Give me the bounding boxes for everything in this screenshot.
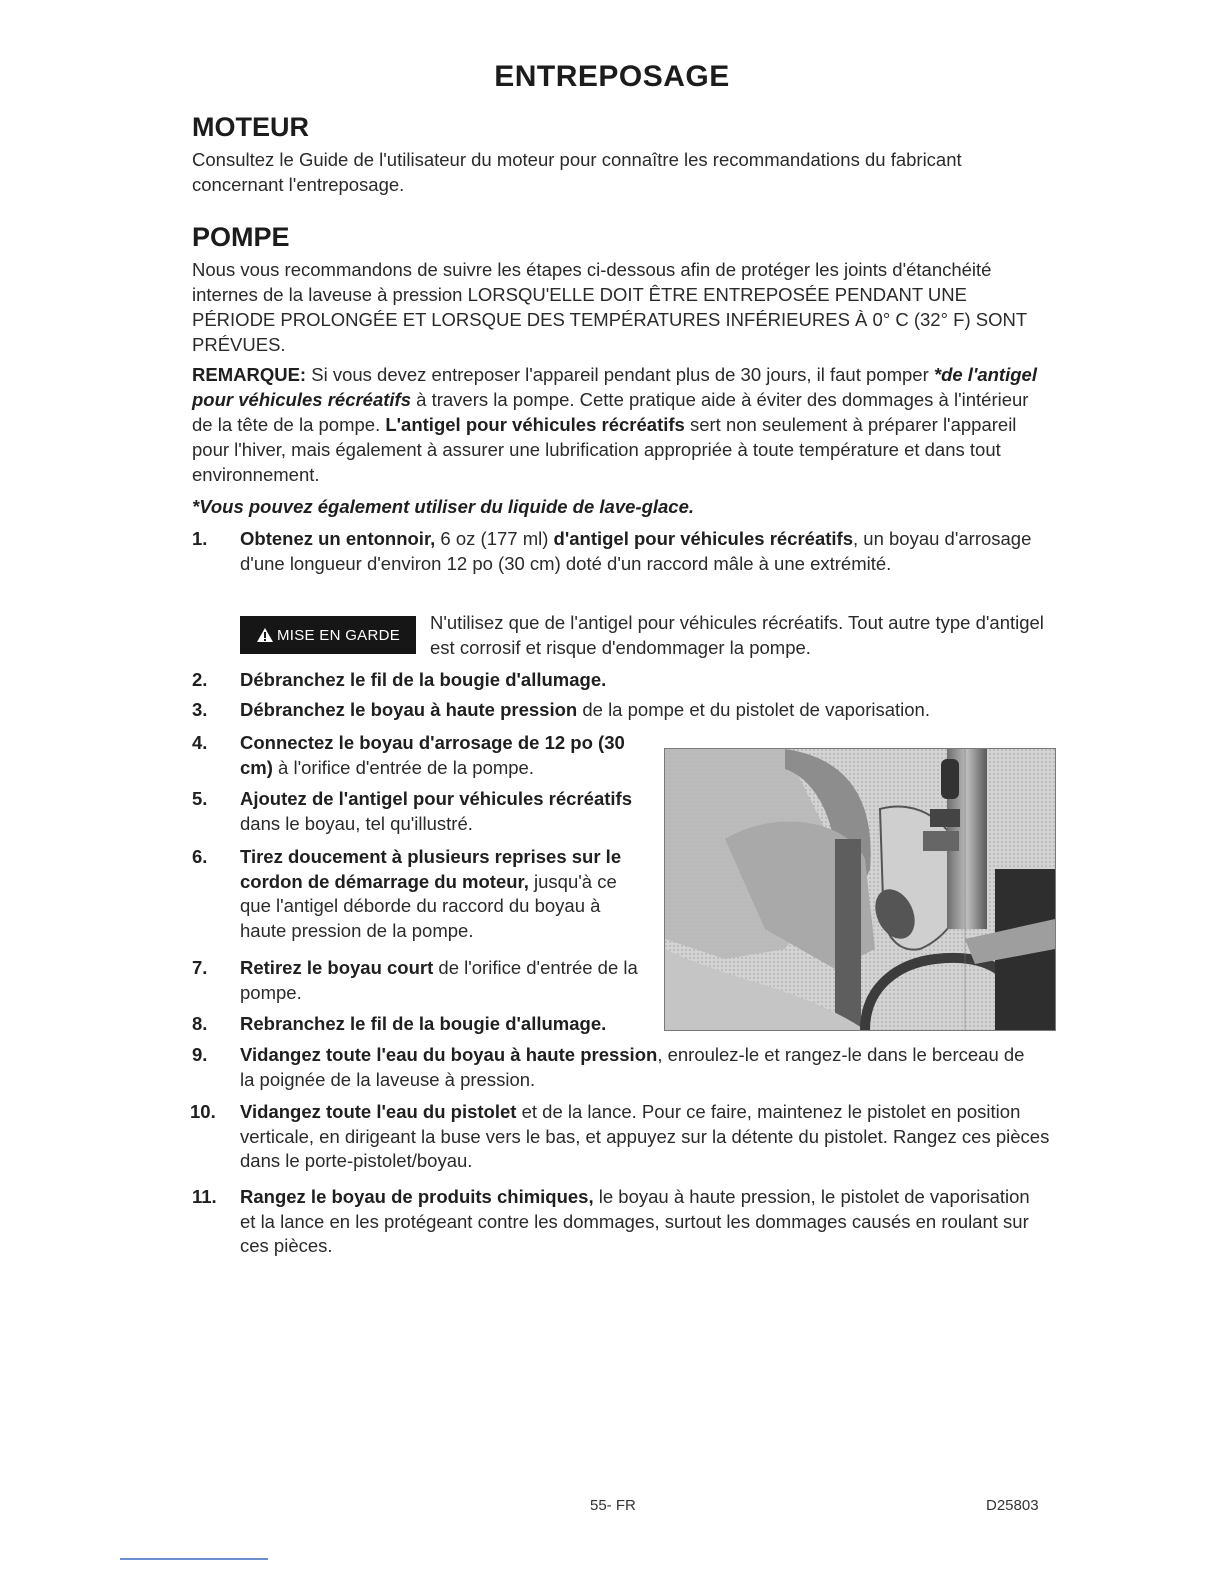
moteur-text: Consultez le Guide de l'utilisateur du moteur pour connaître les recommandations du fabricant concernant l'entreposage. <box>192 149 962 195</box>
step-text: Obtenez un entonnoir, 6 oz (177 ml) d'antigel pour véhicules récréatifs, un boyau d'arrosage d'une longueur d'environ 12 po (30 cm) doté d'un raccord mâle à une extrémité. <box>240 528 1032 574</box>
step-text: Tirez doucement à plusieurs reprises sur le cordon de démarrage du moteur, jusqu'à ce que l'antigel déborde du raccord du boyau à haute pression de la pompe. <box>240 846 622 941</box>
step-10 <box>192 1100 1052 1175</box>
remarque-antigel-bold: L'antigel pour véhicules récréatifs <box>385 414 685 435</box>
section-heading-pompe: POMPE <box>192 222 290 252</box>
warning-badge-label: MISE EN GARDE <box>276 626 401 644</box>
step-text: Connectez le boyau d'arrosage de 12 po (30 cm) à l'orifice d'entrée de la pompe. <box>240 732 625 778</box>
step-number: 2. <box>192 669 208 690</box>
step-text: Débranchez le boyau à haute pression de la pompe et du pistolet de vaporisation. <box>240 699 930 720</box>
section-heading-moteur: MOTEUR <box>192 112 309 142</box>
step-number: 8. <box>192 1013 208 1034</box>
warning-text: N'utilisez que de l'antigel pour véhicules récréatifs. Tout autre type d'antigel est corrosif et risque d'endommager la pompe. <box>430 612 1044 658</box>
remarque-text-3: sert non seulement à préparer l'appareil pour l'hiver, mais également à assurer une lubrification appropriée à toute température et dans tout environnement. <box>192 414 1017 485</box>
remarque-antigel-emphasis: *de l'antigel pour véhicules récréatifs <box>192 364 1037 410</box>
step-number: 7. <box>192 957 208 978</box>
pump-antifreeze-illustration <box>664 748 1056 1031</box>
step-number: 3. <box>192 699 208 720</box>
step-2 <box>192 668 1032 693</box>
remarque-text-1: Si vous devez entreposer l'appareil pendant plus de 30 jours, il faut pomper <box>306 364 934 385</box>
pump-illustration-drawing <box>665 749 1055 1030</box>
step-3 <box>192 698 1042 723</box>
page-number: 55- FR <box>590 1497 636 1514</box>
page-title: ENTREPOSAGE <box>494 60 730 93</box>
step-text: Ajoutez de l'antigel pour véhicules récréatifs dans le boyau, tel qu'illustré. <box>240 788 632 834</box>
step-7 <box>192 956 662 1006</box>
step-8 <box>192 1012 662 1037</box>
remarque-paragraph <box>192 362 1052 487</box>
footnote: *Vous pouvez également utiliser du liquide de lave-glace. <box>192 496 695 517</box>
step-number: 1. <box>192 528 208 549</box>
step-text: Retirez le boyau court de l'orifice d'entrée de la pompe. <box>240 957 638 1003</box>
step-11 <box>192 1185 1052 1260</box>
bottom-rule <box>120 1558 268 1560</box>
step-number: 4. <box>192 732 208 753</box>
step-6 <box>192 845 662 945</box>
step-4 <box>192 731 662 781</box>
step-number: 11. <box>192 1186 217 1207</box>
step-9 <box>192 1043 1032 1093</box>
document-code: D25803 <box>986 1497 1039 1514</box>
step-text: Vidangez toute l'eau du pistolet et de la lance. Pour ce faire, maintenez le pistolet en position verticale, en dirigeant la buse vers le bas, et appuyez sur la détente du pistolet. Rangez ces pièces dans le porte-pistolet/boyau. <box>240 1101 1050 1171</box>
step-text: Rebranchez le fil de la bougie d'allumage. <box>240 1013 607 1034</box>
warning-triangle-icon <box>256 627 274 643</box>
step-number: 10. <box>190 1101 216 1122</box>
step-1 <box>192 527 1032 607</box>
step-number: 6. <box>192 846 208 867</box>
step-number: 9. <box>192 1044 208 1065</box>
pompe-intro: Nous vous recommandons de suivre les étapes ci-dessous afin de protéger les joints d'étanchéité internes de la laveuse à pression LORSQU'ELLE DOIT ÊTRE ENTREPOSÉE PENDANT UNE PÉRIODE PROLONGÉE ET LORSQUE DES TEMPÉRATURES INFÉRIEURES À 0° C (32° F) SONT PRÉVUES. <box>192 259 1027 355</box>
step-5 <box>192 787 662 837</box>
warning-badge <box>240 616 416 654</box>
step-number: 5. <box>192 788 208 809</box>
remarque-label: REMARQUE: <box>192 364 307 385</box>
remarque-text-2: à travers la pompe. Cette pratique aide à éviter des dommages à l'intérieur de la tête de la pompe. <box>192 389 1029 435</box>
step-text: Débranchez le fil de la bougie d'allumage. <box>240 669 607 690</box>
step-text: Vidangez toute l'eau du boyau à haute pression, enroulez-le et rangez-le dans le berceau de la poignée de la laveuse à pression. <box>240 1044 1025 1090</box>
step-text: Rangez le boyau de produits chimiques, le boyau à haute pression, le pistolet de vaporisation et la lance en les protégeant contre les dommages, surtout les dommages causés en roulant sur ces pièces. <box>240 1186 1030 1256</box>
